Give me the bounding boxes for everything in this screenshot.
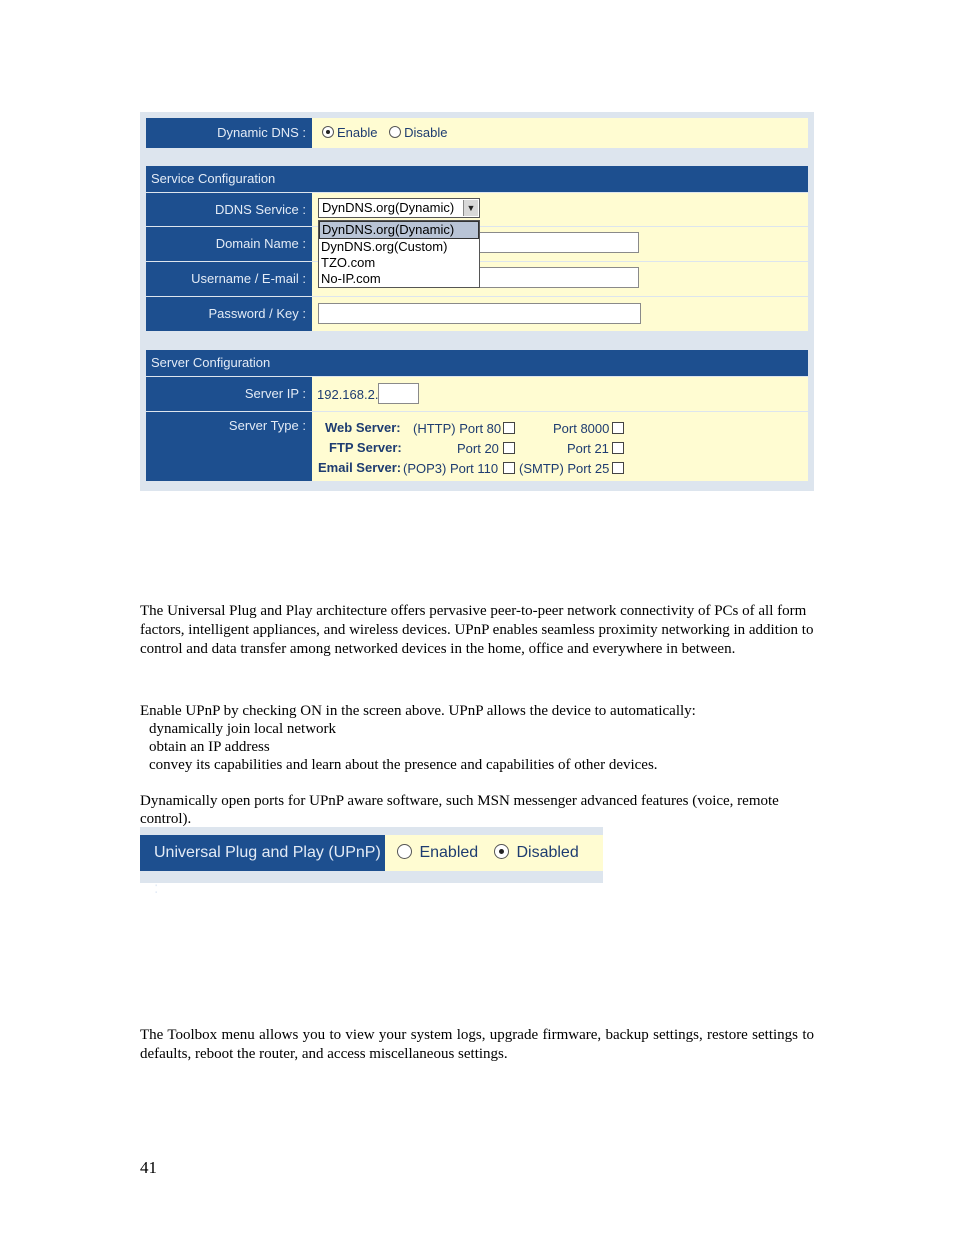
ddns-service-select[interactable] [318, 198, 480, 218]
server-ip-prefix: 192.168.2. [317, 387, 379, 402]
dynamic-dns-row [146, 118, 808, 148]
ddns-settings-panel [140, 112, 814, 491]
email-smtp-port-label: (SMTP) Port 25 [519, 461, 610, 476]
server-ip-last-octet-input[interactable] [378, 383, 419, 404]
toolbox-paragraph: The Toolbox menu allows you to view your system logs, upgrade firmware, backup settings, restore settings to defaults, reboot the router, and access miscellaneous settings. [140, 1027, 814, 1062]
list-item: obtain an IP address [149, 739, 270, 755]
email-server-label: Email Server: [318, 460, 402, 475]
ftp-port-20-checkbox[interactable] [503, 442, 515, 454]
password-row [146, 297, 808, 331]
ftp-port-21-label: Port 21 [567, 441, 609, 456]
ddns-option-dyndns-custom[interactable]: DynDNS.org(Custom) [321, 239, 448, 254]
page-number: 41 [140, 1158, 157, 1177]
radio-checked-icon [322, 126, 334, 138]
email-pop3-checkbox[interactable] [503, 462, 515, 474]
web-port-8000-checkbox[interactable] [612, 422, 624, 434]
upnp-disabled-radio[interactable] [494, 835, 579, 871]
ftp-server-label: FTP Server: [329, 440, 402, 455]
upnp-enable-paragraph: Enable UPnP by checking ON in the screen above. UPnP allows the device to automatically: [140, 703, 696, 719]
enable-radio[interactable] [322, 125, 377, 140]
server-type-label-text: Server Type : [228, 418, 306, 433]
password-cell [312, 297, 808, 331]
upnp-ports-paragraph: Dynamically open ports for UPnP aware software, such MSN messenger advanced features (voice, remote control). [140, 793, 779, 827]
web-http-port-label: (HTTP) Port 80 [413, 421, 502, 436]
upnp-options [385, 835, 603, 871]
upnp-enabled-label: Enabled [419, 844, 479, 861]
ddns-option-noip[interactable]: No-IP.com [321, 271, 381, 286]
ddns-service-label: DDNS Service : [146, 193, 312, 226]
list-item: convey its capabilities and learn about the presence and capabilities of other devices. [149, 757, 658, 773]
server-ip-cell [312, 377, 808, 411]
ddns-service-selected-value: DynDNS.org(Dynamic) [322, 200, 455, 215]
server-type-row [146, 412, 808, 481]
radio-checked-icon [494, 844, 509, 859]
radio-unchecked-icon [389, 126, 401, 138]
radio-unchecked-icon [397, 844, 412, 859]
dynamic-dns-options [312, 118, 808, 148]
upnp-enabled-radio[interactable] [397, 835, 478, 871]
ddns-option-tzo[interactable]: TZO.com [321, 255, 376, 270]
ddns-service-dropdown-list [318, 220, 480, 288]
server-ip-row [146, 377, 808, 411]
disable-label: Disable [404, 125, 448, 140]
upnp-intro-paragraph: The Universal Plug and Play architecture offers pervasive peer-to-peer network connectivity of PCs of all form factors, intelligent appliances, and wireless devices. UPnP enables seamless proximity networking in addition to control and data transfer among networked devices in the home, office and everywhere in between. [140, 603, 814, 657]
web-server-label: Web Server: [325, 420, 401, 435]
disable-radio[interactable] [389, 125, 447, 140]
password-label: Password / Key : [146, 297, 312, 331]
server-ip-label: Server IP : [146, 377, 312, 411]
list-item: dynamically join local network [149, 721, 337, 737]
ddns-option-dyndns-dynamic[interactable]: DynDNS.org(Dynamic) [319, 221, 479, 239]
server-type-cell [312, 412, 808, 481]
upnp-disabled-label: Disabled [516, 844, 579, 861]
enable-label: Enable [337, 125, 378, 140]
service-configuration-header: Service Configuration [146, 166, 808, 192]
email-pop3-port-label: (POP3) Port 110 [403, 461, 499, 476]
web-port-8000-label: Port 8000 [553, 421, 610, 436]
password-input[interactable] [318, 303, 641, 324]
ftp-port-20-label: Port 20 [457, 441, 499, 456]
email-smtp-checkbox[interactable] [612, 462, 624, 474]
username-label: Username / E-mail : [146, 262, 312, 296]
ftp-port-21-checkbox[interactable] [612, 442, 624, 454]
web-port-80-checkbox[interactable] [503, 422, 515, 434]
server-configuration-header: Server Configuration [146, 350, 808, 376]
domain-name-label: Domain Name : [146, 227, 312, 261]
server-type-label [146, 412, 312, 481]
dynamic-dns-label: Dynamic DNS : [146, 118, 312, 148]
upnp-label: Universal Plug and Play (UPnP) : [140, 835, 385, 871]
chevron-down-icon[interactable]: ▼ [463, 200, 478, 216]
upnp-settings-panel [140, 827, 603, 897]
